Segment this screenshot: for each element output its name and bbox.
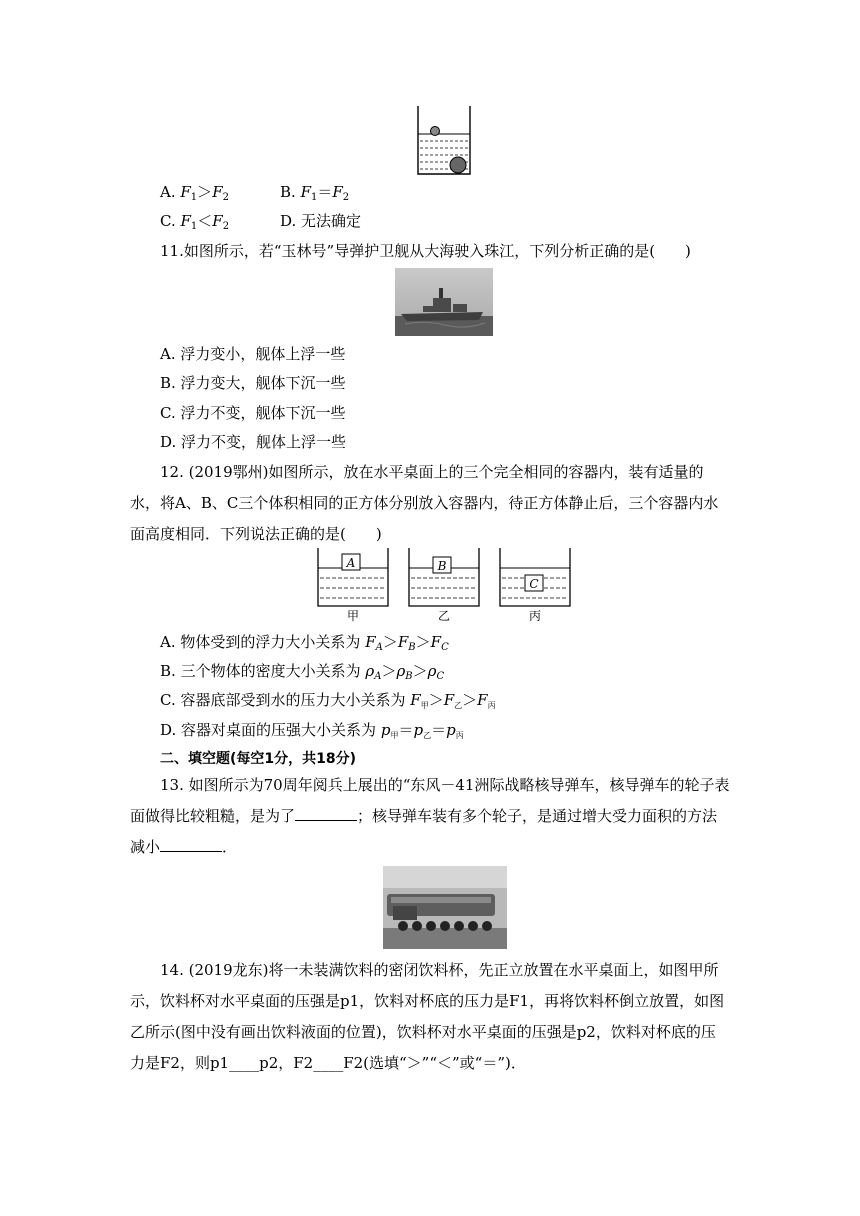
- question-14-text: 14. (2019龙东)将一未装满饮料的密闭饮料杯，先正立放置在水平桌面上，如图甲所示，饮料杯对水平桌面的压强是p1，饮料对杯底的压力是F1，再将饮料杯倒立放置，如图乙所示(图中没有画出饮料液面的位置)，饮料杯对水平桌面的压强是p2，饮料对杯底的压力是F2，则p1____p2，F2____F2(选填“＞”“＜”或“＝”)．: [130, 961, 725, 1072]
- option-a: A. $F_1>F_2$: [160, 183, 229, 203]
- blank-13-2: [160, 851, 222, 852]
- sunken-ball: [450, 157, 466, 173]
- warship-photo: [395, 268, 493, 336]
- floating-ball: [431, 127, 440, 136]
- question-11-stem: 11.如图所示，若“玉林号”导弹护卫舰从大海驶入珠江，下列分析正确的是( ): [160, 242, 691, 260]
- q12-option-d: D. 容器对桌面的压强大小关系为 $p_甲=p_乙=p_丙$: [160, 721, 464, 740]
- q12-option-b: B. 三个物体的密度大小关系为 $\rho_A>\rho_B>\rho_C$: [160, 662, 445, 682]
- cube-c-label: C: [529, 577, 539, 591]
- caption-jia: 甲: [346, 609, 360, 623]
- q12-option-a: A. 物体受到的浮力大小关系为 $F_A>F_B>F_C$: [160, 633, 449, 653]
- option-b: B. $F_1=F_2$: [280, 183, 350, 203]
- question-12-stem: 12. (2019鄂州)如图所示，放在水平桌面上的三个完全相同的容器内，装有适量的水，将A、B、C三个体积相同的正方体分别放入容器内，待正方体静止后，三个容器内水面高度相同．下列说法正确的是( ): [130, 463, 719, 543]
- blank-13-1: [295, 820, 357, 821]
- cube-b-label: B: [437, 559, 447, 573]
- beaker-figure: [412, 104, 476, 178]
- caption-bing: 丙: [528, 609, 542, 623]
- caption-yi: 乙: [437, 609, 451, 623]
- cube-a-label: A: [346, 556, 356, 570]
- option-d: D. 无法确定: [280, 212, 362, 230]
- q11-option-d: D. 浮力不变，舰体上浮一些: [160, 433, 347, 451]
- option-c: C. $F_1<F_2$: [160, 212, 230, 232]
- q11-option-b: B. 浮力变大，舰体下沉一些: [160, 374, 346, 392]
- q11-option-c: C. 浮力不变，舰体下沉一些: [160, 404, 346, 422]
- three-containers-figure: [316, 548, 576, 624]
- missile-vehicle-photo: [383, 866, 507, 949]
- q11-option-a: A. 浮力变小，舰体上浮一些: [160, 345, 346, 363]
- question-13-text: 13. 如图所示为70周年阅兵上展出的“东风－41洲际战略核导弹车，核导弹车的轮子表面做得比较粗糙，是为了 ；核导弹车装有多个轮子，是通过增大受力面积的方法减小 ．: [130, 776, 730, 856]
- section-2-title: 二、填空题(每空1分，共18分): [160, 751, 357, 767]
- q12-option-c: C. 容器底部受到水的压力大小关系为 $F_甲>F_乙>F_丙$: [160, 691, 496, 710]
